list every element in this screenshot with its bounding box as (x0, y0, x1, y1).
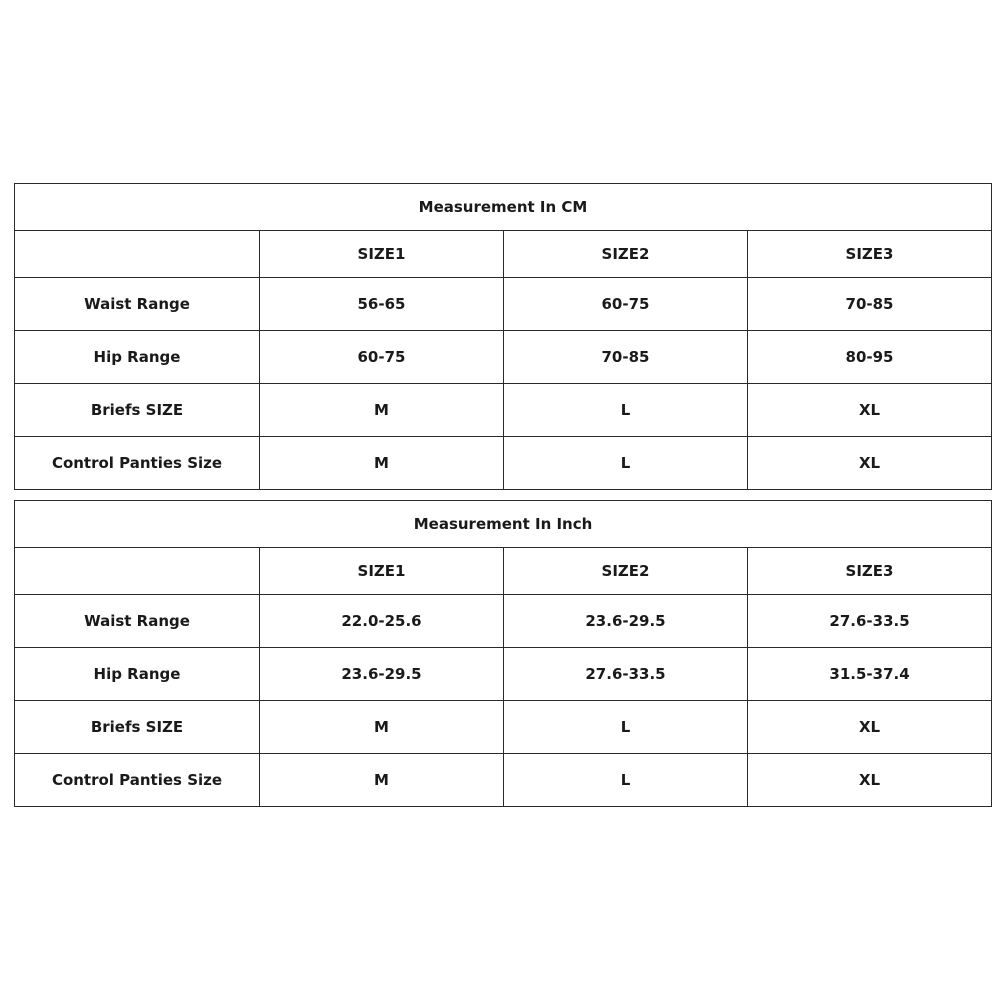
table-header-row (15, 231, 992, 278)
header-cell-size1: SIZE1 (260, 231, 504, 278)
row-label: Waist Range (15, 595, 260, 648)
table-cell: 23.6-29.5 (260, 648, 504, 701)
size-table-cm (14, 183, 992, 490)
table-cell: XL (748, 701, 992, 754)
header-cell-size3: SIZE3 (748, 231, 992, 278)
table-cell: M (260, 701, 504, 754)
table-cell: 60-75 (504, 278, 748, 331)
table-cell: L (504, 384, 748, 437)
header-cell-empty (15, 548, 260, 595)
table-cell: 56-65 (260, 278, 504, 331)
table-title-row (15, 501, 992, 548)
table-cell: M (260, 754, 504, 807)
row-label: Control Panties Size (15, 437, 260, 490)
table-row (15, 595, 992, 648)
table-row (15, 437, 992, 490)
table-cell: 70-85 (504, 331, 748, 384)
table-cell: L (504, 754, 748, 807)
row-label: Control Panties Size (15, 754, 260, 807)
table-cell: XL (748, 754, 992, 807)
table-row (15, 384, 992, 437)
table-cell: 70-85 (748, 278, 992, 331)
size-table-inch (14, 500, 992, 807)
table-cell: 22.0-25.6 (260, 595, 504, 648)
table-row (15, 701, 992, 754)
row-label: Waist Range (15, 278, 260, 331)
table-cell: 27.6-33.5 (504, 648, 748, 701)
row-label: Briefs SIZE (15, 701, 260, 754)
table-cell: 27.6-33.5 (748, 595, 992, 648)
header-cell-size2: SIZE2 (504, 548, 748, 595)
table-cell: 80-95 (748, 331, 992, 384)
table-cell: XL (748, 437, 992, 490)
table-row (15, 648, 992, 701)
table-cell: L (504, 437, 748, 490)
table-title-row (15, 184, 992, 231)
table-cell: M (260, 437, 504, 490)
table-header-row (15, 548, 992, 595)
table-title: Measurement In Inch (15, 501, 992, 548)
table-cell: XL (748, 384, 992, 437)
row-label: Hip Range (15, 648, 260, 701)
header-cell-size2: SIZE2 (504, 231, 748, 278)
table-row (15, 278, 992, 331)
table-cell: M (260, 384, 504, 437)
table-cell: 60-75 (260, 331, 504, 384)
row-label: Hip Range (15, 331, 260, 384)
header-cell-size1: SIZE1 (260, 548, 504, 595)
table-cell: 23.6-29.5 (504, 595, 748, 648)
row-label: Briefs SIZE (15, 384, 260, 437)
header-cell-empty (15, 231, 260, 278)
table-cell: L (504, 701, 748, 754)
table-row (15, 331, 992, 384)
table-cell: 31.5-37.4 (748, 648, 992, 701)
header-cell-size3: SIZE3 (748, 548, 992, 595)
table-title: Measurement In CM (15, 184, 992, 231)
table-row (15, 754, 992, 807)
